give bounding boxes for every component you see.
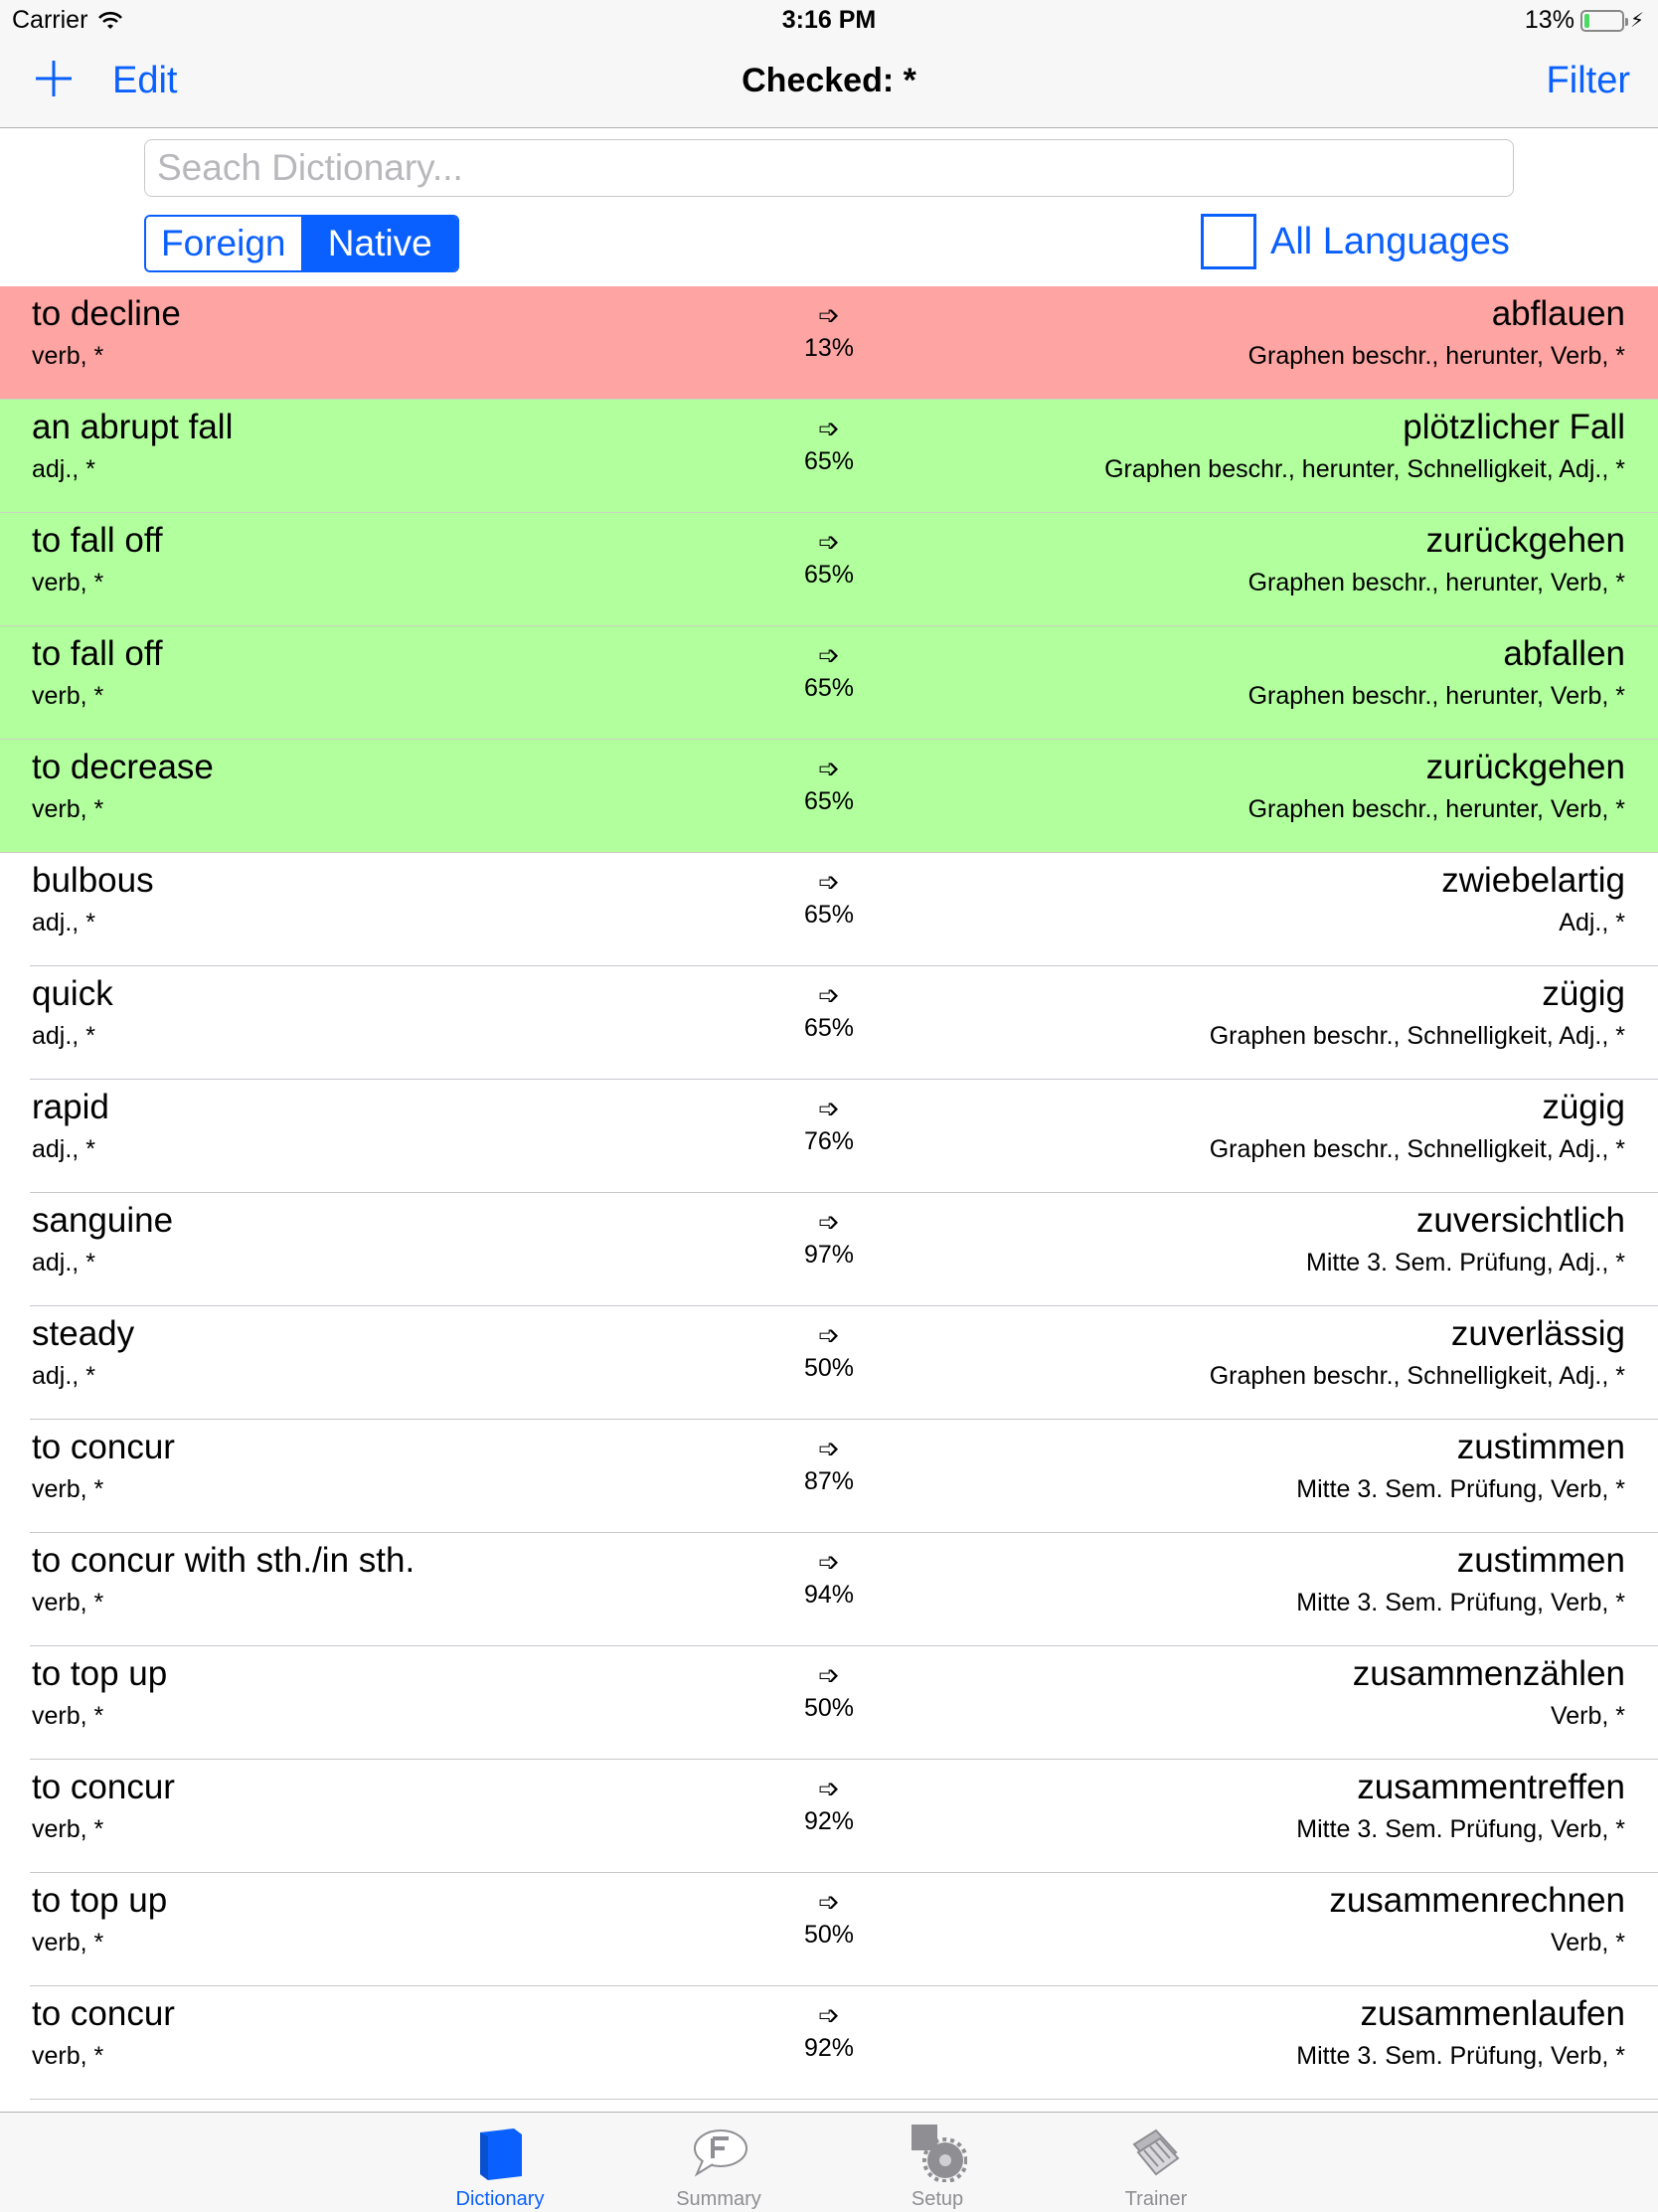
progress-percent: 65%: [803, 1014, 855, 1042]
tab-trainer[interactable]: [1077, 2123, 1236, 2211]
gears-icon: [908, 2123, 967, 2182]
arrow-right-icon[interactable]: ➩: [818, 1320, 840, 1350]
arrow-right-icon[interactable]: ➩: [818, 640, 840, 670]
native-meta: Graphen beschr., herunter, Verb, *: [1247, 795, 1625, 823]
foreign-meta: verb, *: [32, 2042, 104, 2070]
native-meta: Graphen beschr., herunter, Verb, *: [1247, 682, 1625, 710]
carrier-label: Carrier: [12, 6, 88, 34]
native-word: zusammenzählen: [1352, 1654, 1625, 1693]
charging-icon: ⚡: [1629, 10, 1644, 32]
progress-percent: 94%: [803, 1581, 855, 1609]
battery-status: [1525, 6, 1644, 35]
arrow-right-icon[interactable]: ➩: [818, 1434, 840, 1463]
status-bar: [0, 0, 1658, 40]
native-meta: Graphen beschr., herunter, Schnelligkeit, Adj., *: [1104, 455, 1625, 483]
native-word: zusammenlaufen: [1360, 1994, 1625, 2033]
native-meta: Mitte 3. Sem. Prüfung, Verb, *: [1296, 1475, 1625, 1503]
native-meta: Adj., *: [1559, 909, 1625, 936]
native-word: zuversichtlich: [1415, 1201, 1625, 1240]
status-time: 3:16 PM: [781, 6, 877, 34]
list-item[interactable]: [0, 286, 1658, 400]
native-meta: Mitte 3. Sem. Prüfung, Verb, *: [1296, 1815, 1625, 1843]
native-meta: Graphen beschr., Schnelligkeit, Adj., *: [1209, 1022, 1625, 1050]
native-word: zusammenrechnen: [1329, 1881, 1625, 1920]
row-separator: [30, 2099, 1658, 2100]
progress-percent: 50%: [803, 1921, 855, 1949]
arrow-right-icon[interactable]: ➩: [818, 1547, 840, 1577]
progress-percent: 13%: [803, 334, 855, 362]
arrow-right-icon[interactable]: ➩: [818, 1887, 840, 1917]
native-meta: Graphen beschr., herunter, Verb, *: [1247, 569, 1625, 596]
progress-percent: 65%: [803, 901, 855, 929]
language-segmented-control: [144, 215, 459, 272]
foreign-word: sanguine: [32, 1201, 174, 1240]
segment-foreign[interactable]: Foreign: [146, 217, 303, 270]
battery-icon: [1580, 10, 1624, 32]
native-word: zusammentreffen: [1357, 1768, 1625, 1806]
segment-native[interactable]: Native: [303, 217, 458, 270]
foreign-meta: adj., *: [32, 455, 95, 483]
list-item[interactable]: [0, 1306, 1658, 1420]
arrow-right-icon[interactable]: ➩: [818, 1207, 840, 1237]
native-meta: Mitte 3. Sem. Prüfung, Verb, *: [1296, 2042, 1625, 2070]
all-languages-checkbox[interactable]: [1201, 214, 1256, 269]
chat-bubble-icon: [689, 2123, 748, 2182]
progress-percent: 87%: [803, 1467, 855, 1495]
foreign-word: quick: [32, 974, 113, 1013]
foreign-meta: verb, *: [32, 1702, 104, 1730]
tab-dictionary[interactable]: [420, 2123, 580, 2211]
tab-dictionary-label: Dictionary: [455, 2188, 545, 2210]
progress-percent: 92%: [803, 2034, 855, 2062]
cards-icon: [1126, 2123, 1186, 2182]
foreign-word: an abrupt fall: [32, 408, 234, 446]
list-item[interactable]: [0, 1873, 1658, 1986]
native-meta: Mitte 3. Sem. Prüfung, Verb, *: [1296, 1589, 1625, 1616]
arrow-right-icon[interactable]: ➩: [818, 1774, 840, 1803]
list-item[interactable]: [0, 1760, 1658, 1873]
native-meta: Mitte 3. Sem. Prüfung, Adj., *: [1306, 1249, 1625, 1276]
dictionary-list[interactable]: [0, 286, 1658, 2112]
list-item[interactable]: [0, 400, 1658, 513]
all-languages-label[interactable]: All Languages: [1270, 220, 1510, 262]
native-meta: Graphen beschr., Schnelligkeit, Adj., *: [1209, 1135, 1625, 1163]
tab-summary[interactable]: [639, 2123, 798, 2211]
foreign-meta: adj., *: [32, 1362, 95, 1390]
foreign-meta: verb, *: [32, 1815, 104, 1843]
progress-percent: 65%: [803, 787, 855, 815]
native-word: zügig: [1542, 974, 1625, 1013]
native-meta: Verb, *: [1550, 1929, 1625, 1957]
list-item[interactable]: [0, 1533, 1658, 1646]
list-item[interactable]: [0, 626, 1658, 740]
arrow-right-icon[interactable]: ➩: [818, 867, 840, 897]
search-input[interactable]: [144, 139, 1514, 197]
progress-percent: 65%: [803, 447, 855, 475]
list-item[interactable]: [0, 966, 1658, 1080]
native-word: zurückgehen: [1425, 748, 1625, 786]
navigation-bar: [0, 40, 1658, 128]
list-item[interactable]: [0, 1420, 1658, 1533]
native-word: zustimmen: [1456, 1428, 1625, 1466]
foreign-word: to concur: [32, 1994, 175, 2033]
foreign-word: to concur: [32, 1768, 175, 1806]
native-word: abflauen: [1491, 294, 1625, 333]
arrow-right-icon[interactable]: ➩: [818, 980, 840, 1010]
all-languages-toggle[interactable]: [1201, 214, 1510, 269]
progress-percent: 50%: [803, 1354, 855, 1382]
foreign-meta: verb, *: [32, 682, 104, 710]
progress-percent: 97%: [803, 1241, 855, 1269]
foreign-word: to fall off: [32, 521, 163, 560]
progress-percent: 65%: [803, 561, 855, 589]
tab-summary-label: Summary: [676, 2188, 761, 2210]
list-item[interactable]: [0, 1080, 1658, 1193]
native-meta: Graphen beschr., herunter, Verb, *: [1247, 342, 1625, 370]
native-meta: Verb, *: [1550, 1702, 1625, 1730]
foreign-word: steady: [32, 1314, 135, 1353]
foreign-meta: verb, *: [32, 569, 104, 596]
progress-percent: 92%: [803, 1807, 855, 1835]
tab-trainer-label: Trainer: [1124, 2188, 1188, 2210]
foreign-word: to top up: [32, 1881, 168, 1920]
page-title: Checked: *: [742, 62, 916, 99]
foreign-meta: adj., *: [32, 1022, 95, 1050]
arrow-right-icon[interactable]: ➩: [818, 414, 840, 443]
foreign-meta: adj., *: [32, 1135, 95, 1163]
book-icon: [470, 2123, 530, 2182]
battery-percent: 13%: [1524, 6, 1575, 34]
list-item[interactable]: [0, 853, 1658, 966]
foreign-word: bulbous: [32, 861, 154, 900]
progress-percent: 50%: [803, 1694, 855, 1722]
native-word: abfallen: [1503, 634, 1625, 673]
foreign-meta: verb, *: [32, 1929, 104, 1957]
native-word: zurückgehen: [1425, 521, 1625, 560]
foreign-meta: verb, *: [32, 1475, 104, 1503]
foreign-word: to concur: [32, 1428, 175, 1466]
foreign-word: to decline: [32, 294, 181, 333]
arrow-right-icon[interactable]: ➩: [818, 2000, 840, 2030]
foreign-meta: verb, *: [32, 795, 104, 823]
edit-button[interactable]: Edit: [112, 60, 178, 101]
native-word: zuverlässig: [1450, 1314, 1625, 1353]
foreign-word: to concur with sth./in sth.: [32, 1541, 415, 1580]
list-item[interactable]: [0, 1646, 1658, 1760]
native-word: zwiebelartig: [1441, 861, 1625, 900]
foreign-meta: verb, *: [32, 342, 104, 370]
foreign-word: to top up: [32, 1654, 168, 1693]
arrow-right-icon[interactable]: ➩: [818, 1094, 840, 1123]
foreign-meta: adj., *: [32, 909, 95, 936]
foreign-meta: adj., *: [32, 1249, 95, 1276]
list-item[interactable]: [0, 1986, 1658, 2100]
native-meta: Graphen beschr., Schnelligkeit, Adj., *: [1209, 1362, 1625, 1390]
progress-percent: 65%: [803, 674, 855, 702]
foreign-word: to decrease: [32, 748, 214, 786]
arrow-right-icon[interactable]: ➩: [818, 754, 840, 783]
list-item[interactable]: [0, 1193, 1658, 1306]
native-word: plötzlicher Fall: [1403, 408, 1625, 446]
arrow-right-icon[interactable]: ➩: [818, 1660, 840, 1690]
arrow-right-icon[interactable]: ➩: [818, 527, 840, 557]
foreign-meta: verb, *: [32, 1589, 104, 1616]
filter-button[interactable]: Filter: [1546, 60, 1630, 101]
tab-setup-label: Setup: [911, 2188, 964, 2210]
list-item[interactable]: [0, 740, 1658, 853]
foreign-word: to fall off: [32, 634, 163, 673]
tab-setup[interactable]: [858, 2123, 1017, 2211]
native-word: zustimmen: [1456, 1541, 1625, 1580]
tab-bar: [0, 2112, 1658, 2212]
foreign-word: rapid: [32, 1088, 109, 1126]
native-word: zügig: [1542, 1088, 1625, 1126]
list-item[interactable]: [0, 513, 1658, 626]
progress-percent: 76%: [803, 1127, 855, 1155]
arrow-right-icon[interactable]: ➩: [818, 300, 840, 330]
